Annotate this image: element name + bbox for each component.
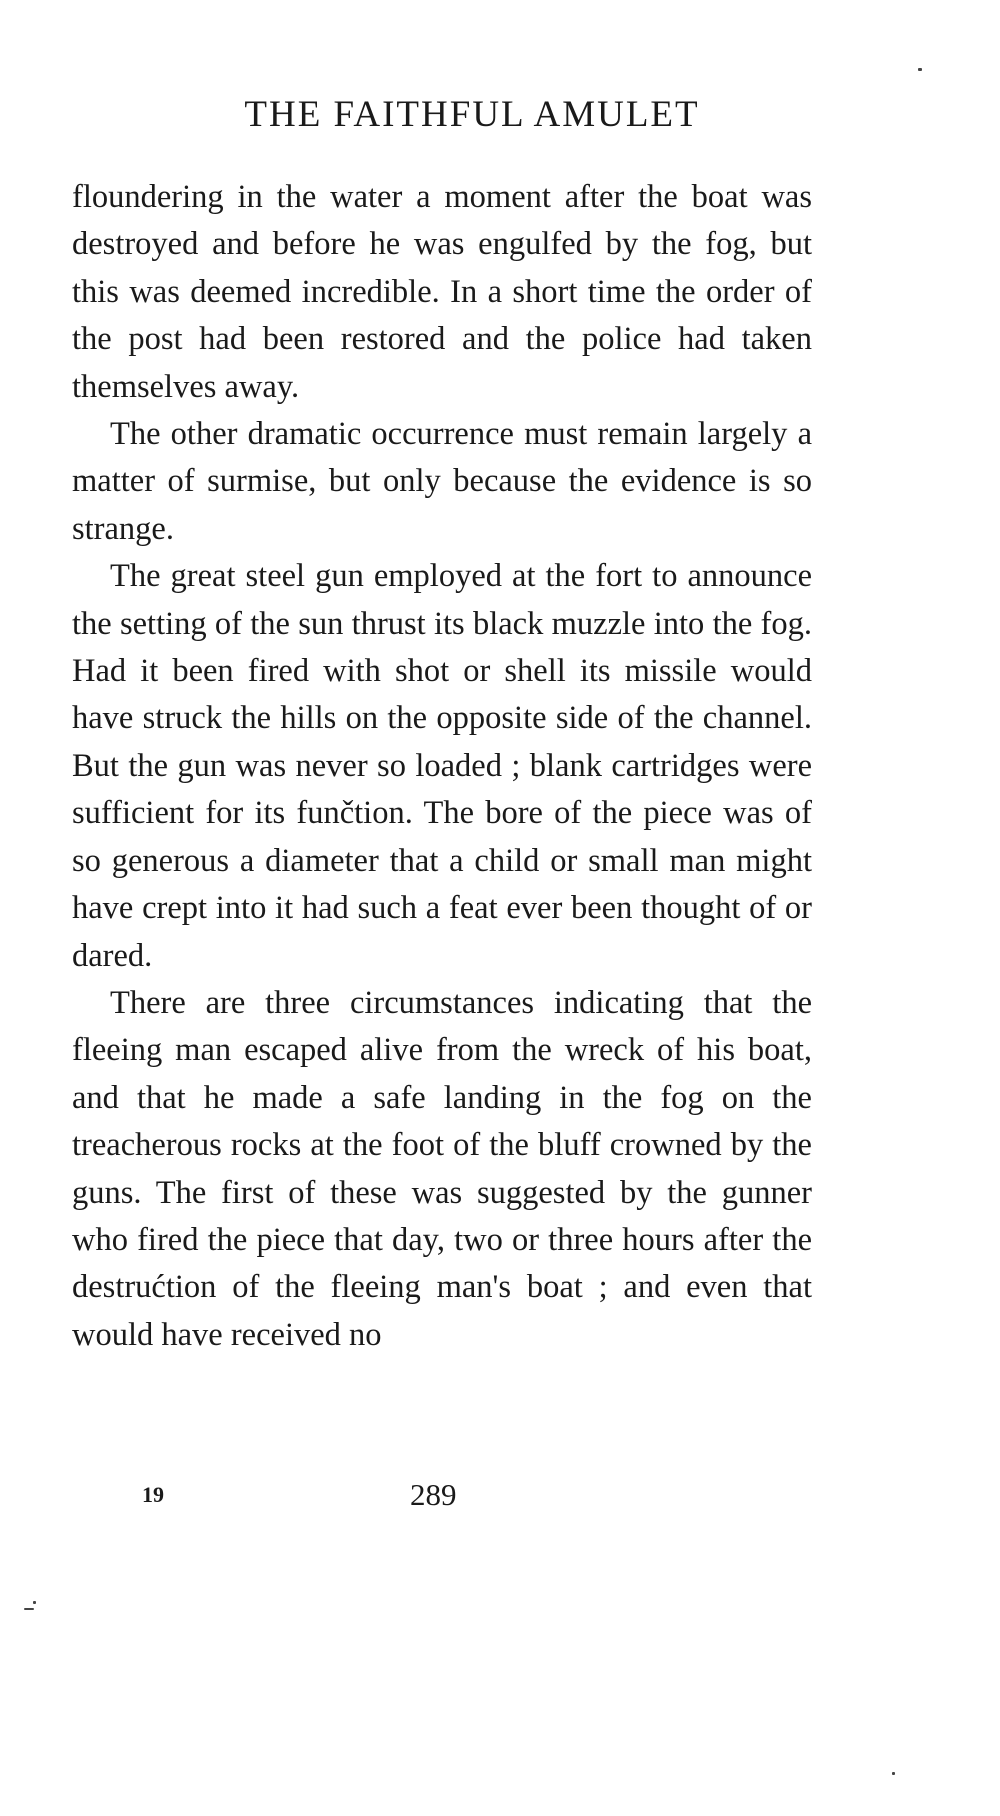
scan-speck xyxy=(892,1772,895,1775)
scan-speck xyxy=(918,68,922,71)
signature-mark: 19 xyxy=(142,1482,164,1507)
scan-speck xyxy=(33,1601,36,1604)
paragraph-continued: floundering in the water a moment after the boat was destroyed and before he was engulfed by the fog, but this was deemed incredible. In a short time the order of the post had been restored and the police had taken themselves away. xyxy=(72,179,812,405)
running-head: THE FAITHFUL AMULET xyxy=(244,94,700,135)
paragraph: There are three circumstances indicating that the fleeing man escaped alive from the wreck of his boat, and that he made a safe landing in the fog on the treacherous rocks at the foot of the bluff crowned by the guns. The first of these was suggested by the gunner who fired the piece that day, two or three hours after the destrućtion of the fleeing man's boat ; and even that would have received no xyxy=(72,984,812,1353)
page-footer xyxy=(0,1478,1000,1518)
body-text xyxy=(72,174,812,1359)
page-number: 289 xyxy=(410,1477,457,1512)
paragraph: The other dramatic occurrence must remain largely a matter of surmise, but only because the evidence is so strange. xyxy=(72,416,812,547)
paragraph: The great steel gun employed at the fort to announce the setting of the sun thrust its black muzzle into the fog. Had it been fired with shot or shell its missile would have struck the hills on the opposite side of the channel. But the gun was never so loaded ; blank cartridges were sufficient for its funčtion. The bore of the piece was of so generous a diameter that a child or small man might have crept into it had such a feat ever been thought of or dared. xyxy=(72,558,812,974)
scan-speck xyxy=(24,1608,34,1610)
